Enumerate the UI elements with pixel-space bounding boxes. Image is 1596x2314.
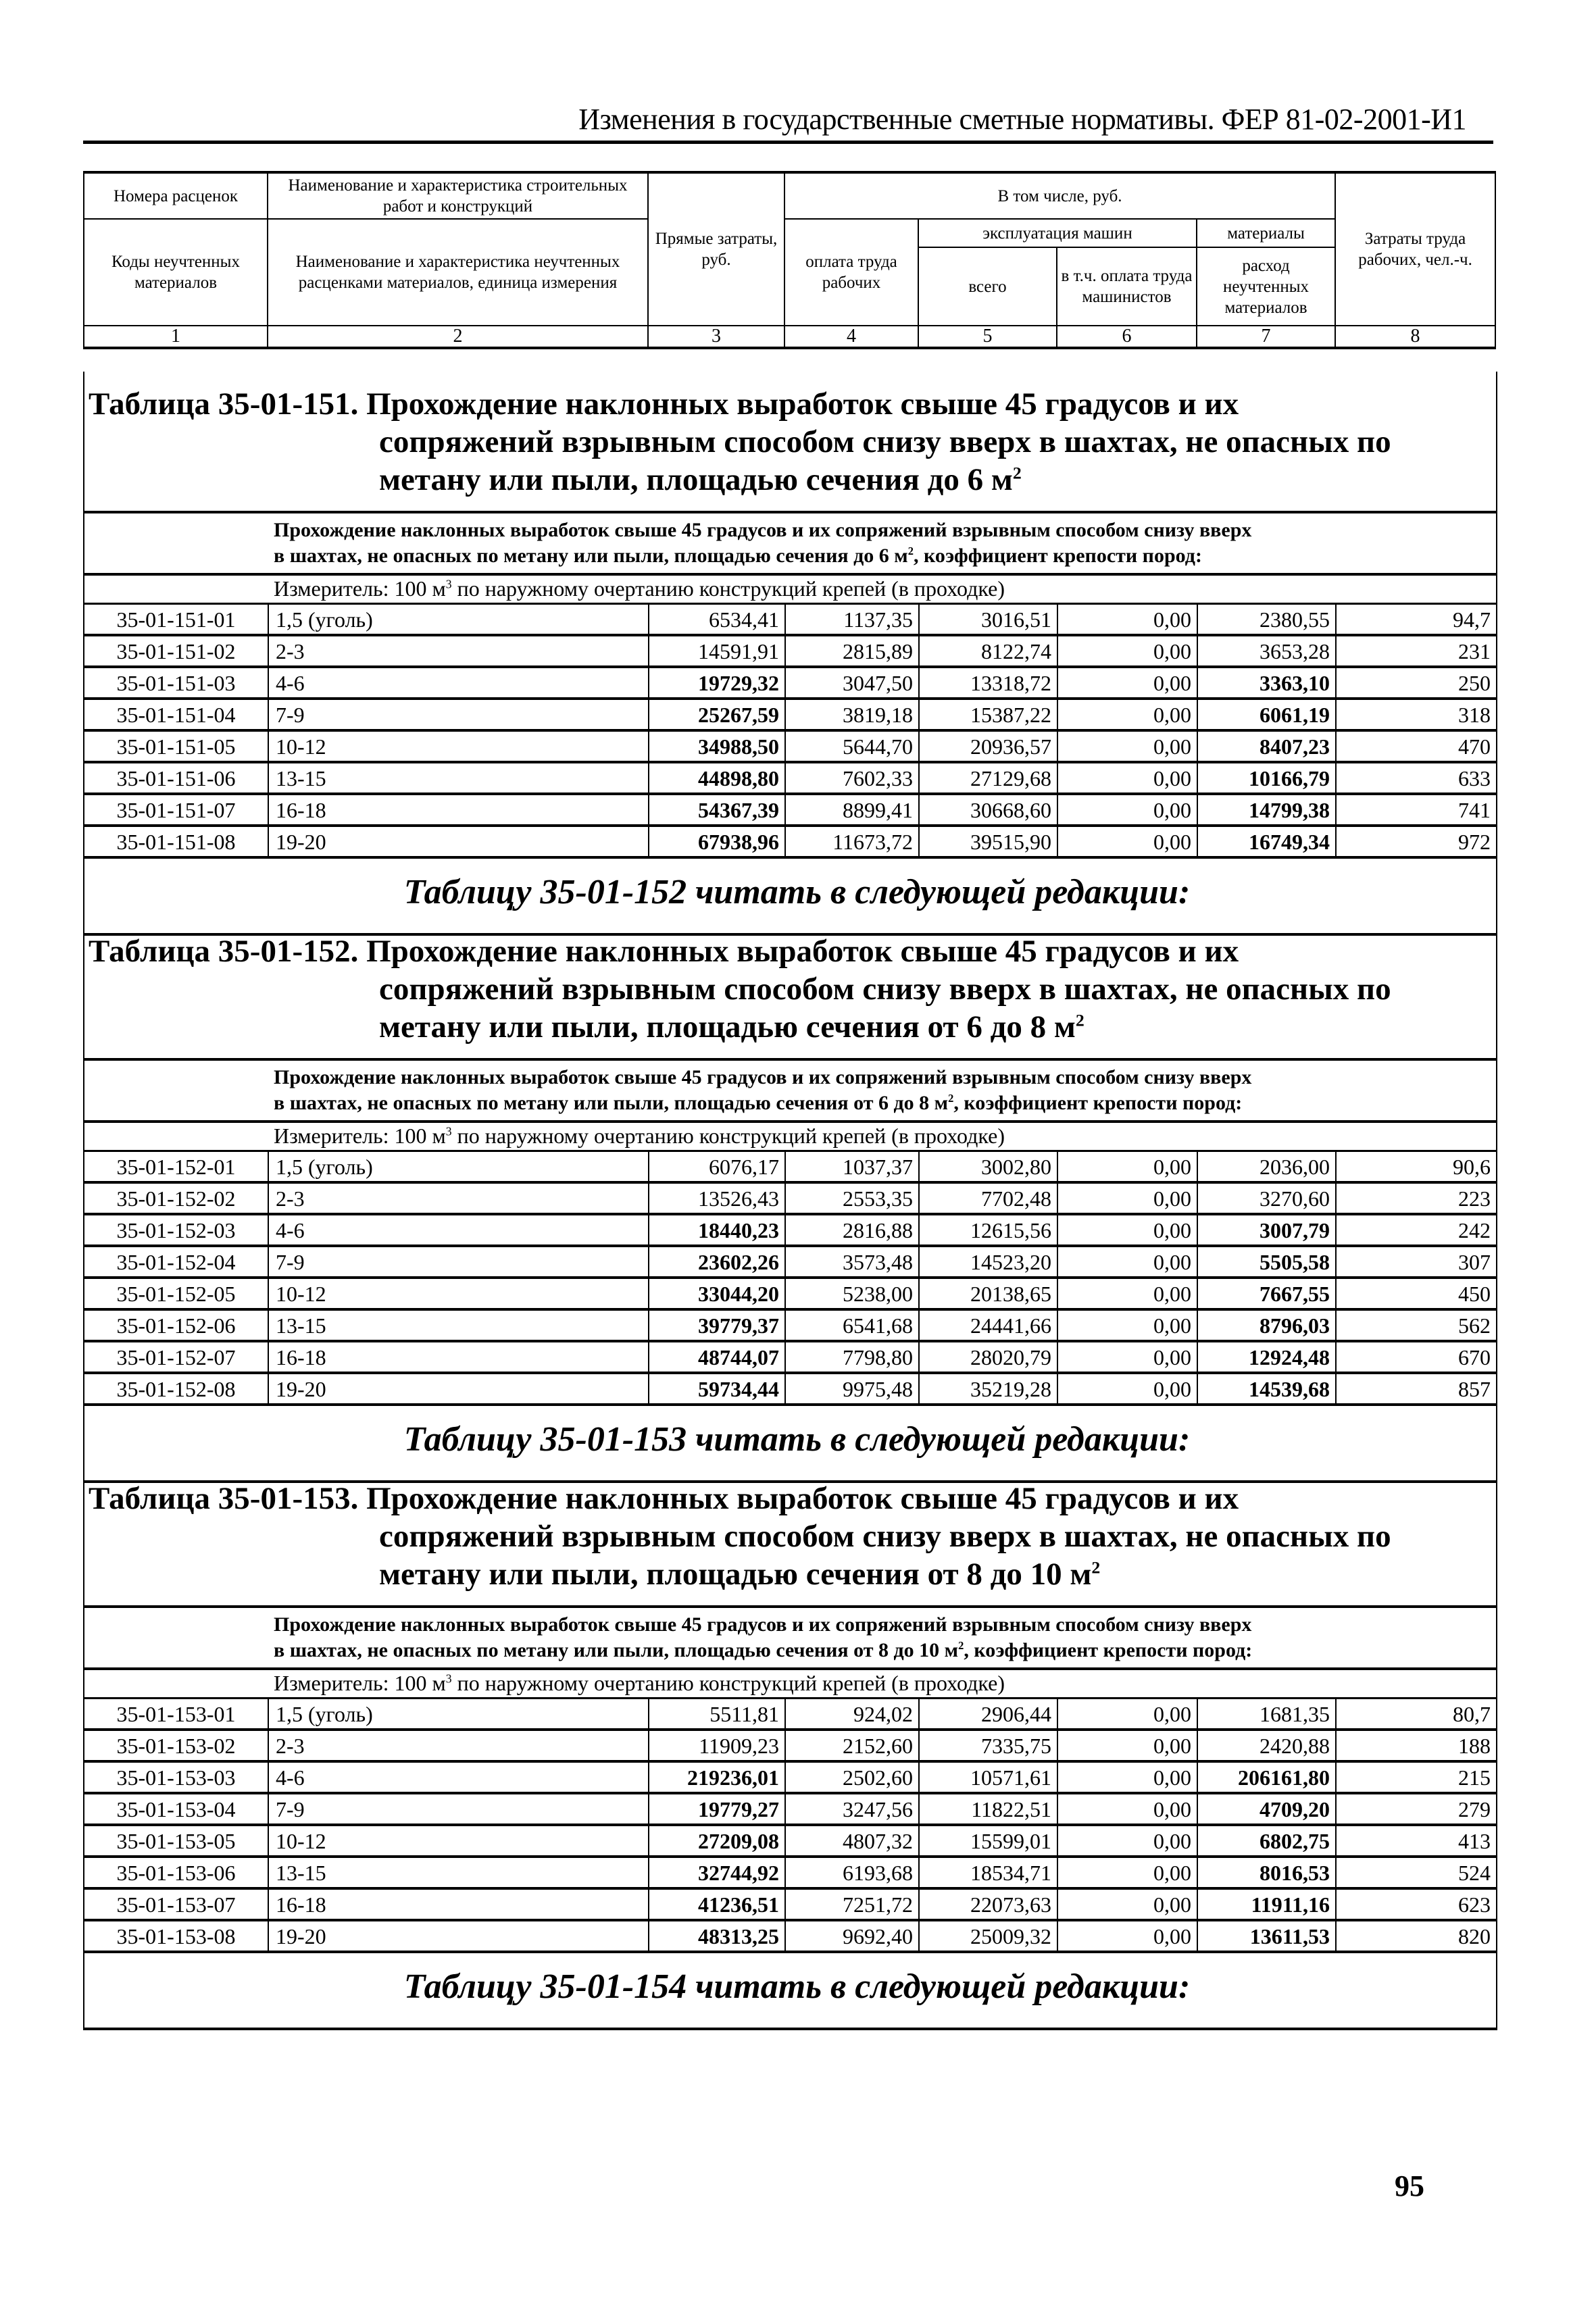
machines-total-cell: 15387,22	[919, 699, 1057, 730]
worker-pay-cell: 1037,37	[785, 1152, 919, 1182]
table-row	[84, 635, 1496, 667]
labor-hours-cell: 318	[1336, 699, 1496, 730]
col-number: 1	[84, 326, 268, 348]
rate-code-cell: 35-01-152-06	[84, 1309, 268, 1341]
direct-costs-cell: 27209,08	[649, 1825, 785, 1857]
table-title: Таблица 35-01-152. Прохождение наклонных выработок свыше 45 градусов и их сопряжений взрывным способом снизу вверх в шахтах, не опасных по метану или пыли, площадью сечения от 6 до 8 $м^2$	[84, 919, 1496, 1061]
labor-hours-cell: 857	[1336, 1373, 1496, 1405]
worker-pay-cell: 7798,80	[785, 1341, 919, 1373]
header-material-usage: расход неучтенных материалов	[1197, 247, 1335, 326]
operator-pay-cell: 0,00	[1057, 1857, 1197, 1888]
labor-hours-cell: 633	[1336, 762, 1496, 794]
rate-code-cell: 35-01-151-04	[84, 699, 268, 730]
table-title: Таблица 35-01-151. Прохождение наклонных выработок свыше 45 градусов и их сопряжений взрывным способом снизу вверх в шахтах, не опасных по метану или пыли, площадью сечения до 6 $м^2$	[84, 372, 1496, 513]
direct-costs-cell: 19779,27	[649, 1793, 785, 1825]
header-including: В том числе, руб.	[784, 172, 1335, 219]
direct-costs-cell: 39779,37	[649, 1309, 785, 1341]
rate-code-cell: 35-01-151-07	[84, 794, 268, 826]
material-usage-cell: 14799,38	[1197, 794, 1336, 826]
rock-hardness-cell: 10-12	[268, 730, 649, 762]
table-title: Таблица 35-01-153. Прохождение наклонных выработок свыше 45 градусов и их сопряжений взрывным способом снизу вверх в шахтах, не опасных по метану или пыли, площадью сечения от 8 до 10 $м^2$	[84, 1466, 1496, 1608]
material-usage-cell: 1681,35	[1197, 1699, 1336, 1730]
read-next-note: Таблицу 35-01-154 читать в следующей редакции:	[84, 1953, 1496, 2030]
header-rate-numbers: Номера расценок	[84, 172, 268, 219]
material-usage-cell: 6061,19	[1197, 699, 1336, 730]
worker-pay-cell: 2815,89	[785, 635, 919, 667]
direct-costs-cell: 48744,07	[649, 1341, 785, 1373]
labor-hours-cell: 188	[1336, 1730, 1496, 1761]
material-usage-cell: 12924,48	[1197, 1341, 1336, 1373]
table-row	[84, 1246, 1496, 1278]
machines-total-cell: 20936,57	[919, 730, 1057, 762]
operator-pay-cell: 0,00	[1057, 1246, 1197, 1278]
rock-hardness-cell: 13-15	[268, 1309, 649, 1341]
labor-hours-cell: 524	[1336, 1857, 1496, 1888]
col-number: 6	[1057, 326, 1197, 348]
table-row	[84, 730, 1496, 762]
rate-code-cell: 35-01-152-04	[84, 1246, 268, 1278]
machines-total-cell: 20138,65	[919, 1278, 1057, 1309]
rate-code-cell: 35-01-153-06	[84, 1857, 268, 1888]
rate-code-cell: 35-01-152-03	[84, 1214, 268, 1246]
labor-hours-cell: 623	[1336, 1888, 1496, 1920]
rock-hardness-cell: 4-6	[268, 1214, 649, 1246]
rates-table	[84, 1152, 1496, 1406]
material-usage-cell: 7667,55	[1197, 1278, 1336, 1309]
material-usage-cell: 11911,16	[1197, 1888, 1336, 1920]
header-material-codes: Коды неучтенных материалов	[84, 219, 268, 326]
rock-hardness-cell: 1,5 (уголь)	[268, 1699, 649, 1730]
header-materials: материалы	[1197, 219, 1335, 247]
table-row	[84, 1278, 1496, 1309]
machines-total-cell: 3016,51	[919, 605, 1057, 635]
material-usage-cell: 206161,80	[1197, 1761, 1336, 1793]
table-row	[84, 1888, 1496, 1920]
direct-costs-cell: 34988,50	[649, 730, 785, 762]
operator-pay-cell: 0,00	[1057, 1793, 1197, 1825]
table-row	[84, 1857, 1496, 1888]
material-usage-cell: 4709,20	[1197, 1793, 1336, 1825]
machines-total-cell: 3002,80	[919, 1152, 1057, 1182]
table-description: Прохождение наклонных выработок свыше 45 градусов и их сопряжений взрывным способом снизу вверх в шахтах, не опасных по метану или пыли, площадью сечения до 6 $м^2$, коэффициент крепости пород:	[84, 513, 1496, 576]
machines-total-cell: 27129,68	[919, 762, 1057, 794]
worker-pay-cell: 11673,72	[785, 826, 919, 857]
material-usage-cell: 10166,79	[1197, 762, 1336, 794]
table-row	[84, 667, 1496, 699]
material-usage-cell: 8016,53	[1197, 1857, 1336, 1888]
rate-code-cell: 35-01-153-03	[84, 1761, 268, 1793]
unit-of-measure: Измеритель: 100 $м^3$ по наружному очертанию конструкций крепей (в проходке)	[84, 1123, 1496, 1152]
operator-pay-cell: 0,00	[1057, 1214, 1197, 1246]
labor-hours-cell: 413	[1336, 1825, 1496, 1857]
read-next-note: Таблицу 35-01-152 читать в следующей редакции:	[84, 859, 1496, 936]
labor-hours-cell: 820	[1336, 1920, 1496, 1952]
machines-total-cell: 25009,32	[919, 1920, 1057, 1952]
worker-pay-cell: 7602,33	[785, 762, 919, 794]
operator-pay-cell: 0,00	[1057, 1152, 1197, 1182]
operator-pay-cell: 0,00	[1057, 1278, 1197, 1309]
rock-hardness-cell: 2-3	[268, 1730, 649, 1761]
table-description: Прохождение наклонных выработок свыше 45 градусов и их сопряжений взрывным способом снизу вверх в шахтах, не опасных по метану или пыли, площадью сечения от 6 до 8 $м^2$, коэффициент крепости пород:	[84, 1061, 1496, 1123]
direct-costs-cell: 11909,23	[649, 1730, 785, 1761]
running-header	[83, 101, 1493, 144]
direct-costs-cell: 6534,41	[649, 605, 785, 635]
worker-pay-cell: 2502,60	[785, 1761, 919, 1793]
labor-hours-cell: 94,7	[1336, 605, 1496, 635]
worker-pay-cell: 2816,88	[785, 1214, 919, 1246]
table-row	[84, 1761, 1496, 1793]
rate-code-cell: 35-01-152-02	[84, 1182, 268, 1214]
rates-table	[84, 605, 1496, 859]
unit-of-measure: Измеритель: 100 $м^3$ по наружному очертанию конструкций крепей (в проходке)	[84, 576, 1496, 605]
worker-pay-cell: 2152,60	[785, 1730, 919, 1761]
rock-hardness-cell: 19-20	[268, 826, 649, 857]
worker-pay-cell: 2553,35	[785, 1182, 919, 1214]
table-row	[84, 1920, 1496, 1952]
operator-pay-cell: 0,00	[1057, 1761, 1197, 1793]
worker-pay-cell: 4807,32	[785, 1825, 919, 1857]
machines-total-cell: 7335,75	[919, 1730, 1057, 1761]
rock-hardness-cell: 16-18	[268, 1341, 649, 1373]
page-number: 95	[1395, 2169, 1424, 2203]
header-labor-hours: Затраты труда рабочих, чел.-ч.	[1335, 172, 1495, 326]
labor-hours-cell: 215	[1336, 1761, 1496, 1793]
direct-costs-cell: 19729,32	[649, 667, 785, 699]
machines-total-cell: 10571,61	[919, 1761, 1057, 1793]
header-work-name: Наименование и характеристика строительных работ и конструкций	[268, 172, 648, 219]
table-description: Прохождение наклонных выработок свыше 45 градусов и их сопряжений взрывным способом снизу вверх в шахтах, не опасных по метану или пыли, площадью сечения от 8 до 10 $м^2$, коэффициент крепости пород:	[84, 1608, 1496, 1670]
operator-pay-cell: 0,00	[1057, 667, 1197, 699]
labor-hours-cell: 562	[1336, 1309, 1496, 1341]
table-row	[84, 794, 1496, 826]
material-usage-cell: 3653,28	[1197, 635, 1336, 667]
rock-hardness-cell: 4-6	[268, 667, 649, 699]
direct-costs-cell: 41236,51	[649, 1888, 785, 1920]
rate-code-cell: 35-01-152-07	[84, 1341, 268, 1373]
direct-costs-cell: 67938,96	[649, 826, 785, 857]
direct-costs-cell: 6076,17	[649, 1152, 785, 1182]
direct-costs-cell: 25267,59	[649, 699, 785, 730]
rock-hardness-cell: 10-12	[268, 1825, 649, 1857]
material-usage-cell: 2420,88	[1197, 1730, 1336, 1761]
operator-pay-cell: 0,00	[1057, 1825, 1197, 1857]
direct-costs-cell: 5511,81	[649, 1699, 785, 1730]
machines-total-cell: 28020,79	[919, 1341, 1057, 1373]
worker-pay-cell: 3047,50	[785, 667, 919, 699]
rate-code-cell: 35-01-151-02	[84, 635, 268, 667]
machines-total-cell: 11822,51	[919, 1793, 1057, 1825]
table-row	[84, 1825, 1496, 1857]
rate-code-cell: 35-01-153-01	[84, 1699, 268, 1730]
rate-code-cell: 35-01-151-06	[84, 762, 268, 794]
table-label: Таблица 35-01-152.	[89, 934, 359, 969]
material-usage-cell: 8407,23	[1197, 730, 1336, 762]
machines-total-cell: 15599,01	[919, 1825, 1057, 1857]
direct-costs-cell: 14591,91	[649, 635, 785, 667]
operator-pay-cell: 0,00	[1057, 1920, 1197, 1952]
col-number: 2	[268, 326, 648, 348]
worker-pay-cell: 9975,48	[785, 1373, 919, 1405]
operator-pay-cell: 0,00	[1057, 699, 1197, 730]
rate-code-cell: 35-01-153-07	[84, 1888, 268, 1920]
table-row	[84, 699, 1496, 730]
direct-costs-cell: 32744,92	[649, 1857, 785, 1888]
direct-costs-cell: 18440,23	[649, 1214, 785, 1246]
operator-pay-cell: 0,00	[1057, 1373, 1197, 1405]
table-row	[84, 1373, 1496, 1405]
material-usage-cell: 5505,58	[1197, 1246, 1336, 1278]
table-row	[84, 1309, 1496, 1341]
direct-costs-cell: 13526,43	[649, 1182, 785, 1214]
rate-code-cell: 35-01-152-01	[84, 1152, 268, 1182]
rate-table-35-01-153	[83, 1466, 1497, 2030]
rate-code-cell: 35-01-151-05	[84, 730, 268, 762]
machines-total-cell: 35219,28	[919, 1373, 1057, 1405]
header-direct-costs: Прямые затраты, руб.	[648, 172, 784, 326]
rock-hardness-cell: 7-9	[268, 1793, 649, 1825]
table-row	[84, 762, 1496, 794]
direct-costs-cell: 33044,20	[649, 1278, 785, 1309]
worker-pay-cell: 1137,35	[785, 605, 919, 635]
labor-hours-cell: 670	[1336, 1341, 1496, 1373]
rate-code-cell: 35-01-153-04	[84, 1793, 268, 1825]
labor-hours-cell: 279	[1336, 1793, 1496, 1825]
material-usage-cell: 3363,10	[1197, 667, 1336, 699]
table-row	[84, 1182, 1496, 1214]
direct-costs-cell: 59734,44	[649, 1373, 785, 1405]
labor-hours-cell: 250	[1336, 667, 1496, 699]
rock-hardness-cell: 1,5 (уголь)	[268, 605, 649, 635]
operator-pay-cell: 0,00	[1057, 605, 1197, 635]
machines-total-cell: 7702,48	[919, 1182, 1057, 1214]
worker-pay-cell: 7251,72	[785, 1888, 919, 1920]
table-row	[84, 1341, 1496, 1373]
rock-hardness-cell: 13-15	[268, 762, 649, 794]
machines-total-cell: 2906,44	[919, 1699, 1057, 1730]
labor-hours-cell: 741	[1336, 794, 1496, 826]
rate-code-cell: 35-01-153-05	[84, 1825, 268, 1857]
operator-pay-cell: 0,00	[1057, 826, 1197, 857]
material-usage-cell: 8796,03	[1197, 1309, 1336, 1341]
rate-code-cell: 35-01-151-01	[84, 605, 268, 635]
machines-total-cell: 24441,66	[919, 1309, 1057, 1341]
rock-hardness-cell: 2-3	[268, 1182, 649, 1214]
rock-hardness-cell: 4-6	[268, 1761, 649, 1793]
rock-hardness-cell: 2-3	[268, 635, 649, 667]
worker-pay-cell: 3573,48	[785, 1246, 919, 1278]
header-worker-pay: оплата труда рабочих	[784, 219, 918, 326]
labor-hours-cell: 223	[1336, 1182, 1496, 1214]
direct-costs-cell: 44898,80	[649, 762, 785, 794]
labor-hours-cell: 242	[1336, 1214, 1496, 1246]
rate-code-cell: 35-01-152-08	[84, 1373, 268, 1405]
material-usage-cell: 2036,00	[1197, 1152, 1336, 1182]
machines-total-cell: 22073,63	[919, 1888, 1057, 1920]
table-row	[84, 1730, 1496, 1761]
material-usage-cell: 13611,53	[1197, 1920, 1336, 1952]
labor-hours-cell: 450	[1336, 1278, 1496, 1309]
table-row	[84, 605, 1496, 635]
direct-costs-cell: 54367,39	[649, 794, 785, 826]
labor-hours-cell: 231	[1336, 635, 1496, 667]
machines-total-cell: 13318,72	[919, 667, 1057, 699]
rock-hardness-cell: 19-20	[268, 1920, 649, 1952]
direct-costs-cell: 219236,01	[649, 1761, 785, 1793]
col-number: 8	[1335, 326, 1495, 348]
rock-hardness-cell: 7-9	[268, 699, 649, 730]
worker-pay-cell: 924,02	[785, 1699, 919, 1730]
rate-code-cell: 35-01-151-03	[84, 667, 268, 699]
operator-pay-cell: 0,00	[1057, 1309, 1197, 1341]
material-usage-cell: 14539,68	[1197, 1373, 1336, 1405]
rock-hardness-cell: 16-18	[268, 794, 649, 826]
operator-pay-cell: 0,00	[1057, 1182, 1197, 1214]
worker-pay-cell: 6193,68	[785, 1857, 919, 1888]
col-number: 5	[918, 326, 1057, 348]
direct-costs-cell: 23602,26	[649, 1246, 785, 1278]
rate-code-cell: 35-01-153-02	[84, 1730, 268, 1761]
worker-pay-cell: 6541,68	[785, 1309, 919, 1341]
table-row	[84, 1214, 1496, 1246]
labor-hours-cell: 470	[1336, 730, 1496, 762]
worker-pay-cell: 3247,56	[785, 1793, 919, 1825]
rock-hardness-cell: 7-9	[268, 1246, 649, 1278]
operator-pay-cell: 0,00	[1057, 794, 1197, 826]
labor-hours-cell: 972	[1336, 826, 1496, 857]
machines-total-cell: 14523,20	[919, 1246, 1057, 1278]
header-machines-total: всего	[918, 247, 1057, 326]
col-number: 7	[1197, 326, 1335, 348]
rate-code-cell: 35-01-153-08	[84, 1920, 268, 1952]
unit-of-measure: Измеритель: 100 $м^3$ по наружному очертанию конструкций крепей (в проходке)	[84, 1670, 1496, 1699]
operator-pay-cell: 0,00	[1057, 1888, 1197, 1920]
operator-pay-cell: 0,00	[1057, 1730, 1197, 1761]
rock-hardness-cell: 1,5 (уголь)	[268, 1152, 649, 1182]
direct-costs-cell: 48313,25	[649, 1920, 785, 1952]
labor-hours-cell: 90,6	[1336, 1152, 1496, 1182]
document-title: Изменения в государственные сметные нормативы. ФЕР 81-02-2001-И1	[578, 103, 1466, 136]
table-label: Таблица 35-01-151.	[89, 386, 359, 422]
read-next-note: Таблицу 35-01-153 читать в следующей редакции:	[84, 1406, 1496, 1483]
operator-pay-cell: 0,00	[1057, 730, 1197, 762]
worker-pay-cell: 3819,18	[785, 699, 919, 730]
rate-table-35-01-152	[83, 919, 1497, 1483]
labor-hours-cell: 307	[1336, 1246, 1496, 1278]
operator-pay-cell: 0,00	[1057, 635, 1197, 667]
rock-hardness-cell: 19-20	[268, 1373, 649, 1405]
material-usage-cell: 3007,79	[1197, 1214, 1336, 1246]
labor-hours-cell: 80,7	[1336, 1699, 1496, 1730]
material-usage-cell: 3270,60	[1197, 1182, 1336, 1214]
rate-code-cell: 35-01-152-05	[84, 1278, 268, 1309]
material-usage-cell: 6802,75	[1197, 1825, 1336, 1857]
operator-pay-cell: 0,00	[1057, 1341, 1197, 1373]
header-material-name: Наименование и характеристика неучтенных расценками материалов, единица измерения	[268, 219, 648, 326]
worker-pay-cell: 5238,00	[785, 1278, 919, 1309]
material-usage-cell: 16749,34	[1197, 826, 1336, 857]
machines-total-cell: 18534,71	[919, 1857, 1057, 1888]
table-row	[84, 1152, 1496, 1182]
table-row	[84, 826, 1496, 857]
column-header-table	[83, 171, 1496, 349]
machines-total-cell: 8122,74	[919, 635, 1057, 667]
rate-table-35-01-151	[83, 372, 1497, 936]
header-operator-pay: в т.ч. оплата труда машинистов	[1057, 247, 1197, 326]
col-number: 4	[784, 326, 918, 348]
rock-hardness-cell: 10-12	[268, 1278, 649, 1309]
worker-pay-cell: 8899,41	[785, 794, 919, 826]
worker-pay-cell: 9692,40	[785, 1920, 919, 1952]
operator-pay-cell: 0,00	[1057, 762, 1197, 794]
rock-hardness-cell: 16-18	[268, 1888, 649, 1920]
material-usage-cell: 2380,55	[1197, 605, 1336, 635]
rates-table	[84, 1699, 1496, 1953]
rate-code-cell: 35-01-151-08	[84, 826, 268, 857]
machines-total-cell: 30668,60	[919, 794, 1057, 826]
col-number: 3	[648, 326, 784, 348]
table-row	[84, 1793, 1496, 1825]
table-row	[84, 1699, 1496, 1730]
rock-hardness-cell: 13-15	[268, 1857, 649, 1888]
machines-total-cell: 39515,90	[919, 826, 1057, 857]
machines-total-cell: 12615,56	[919, 1214, 1057, 1246]
header-machine-operation: эксплуатация машин	[918, 219, 1197, 247]
worker-pay-cell: 5644,70	[785, 730, 919, 762]
operator-pay-cell: 0,00	[1057, 1699, 1197, 1730]
table-label: Таблица 35-01-153.	[89, 1481, 359, 1516]
